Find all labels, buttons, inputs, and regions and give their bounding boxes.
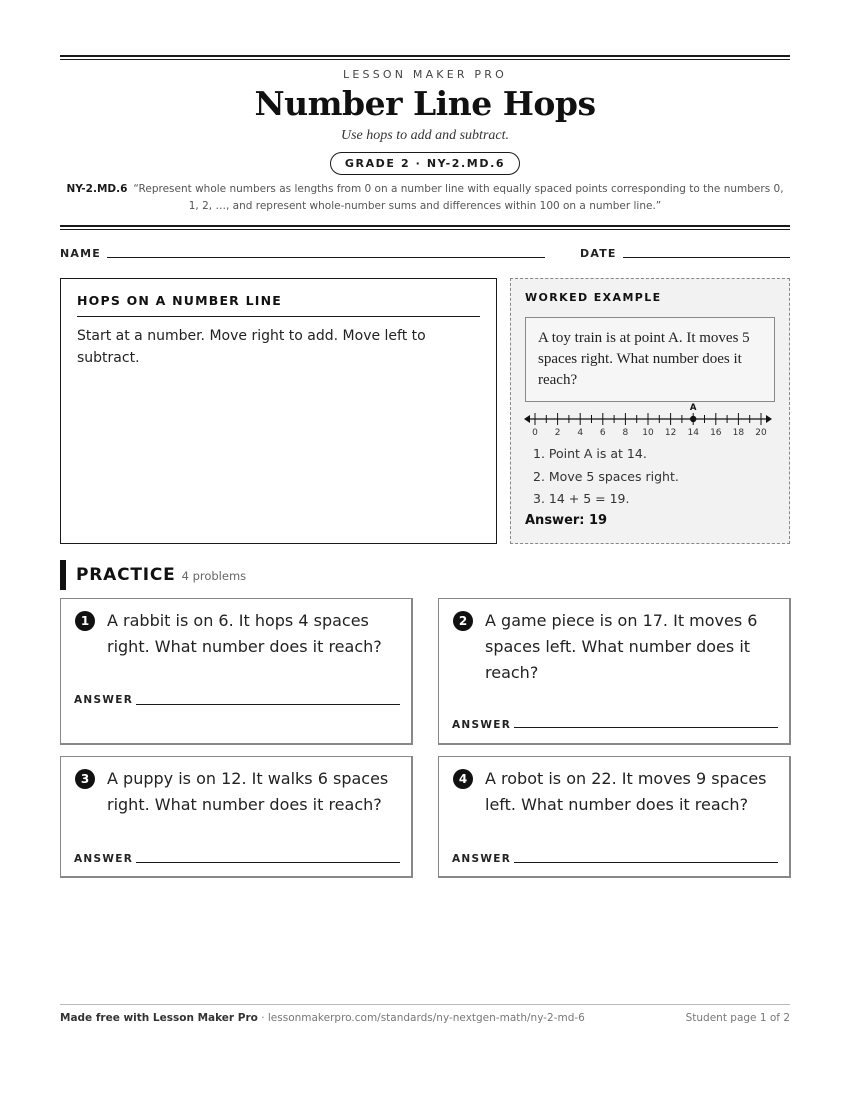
answer-field[interactable]: [136, 862, 400, 863]
problem-card-3: [60, 756, 413, 878]
intro-text: Start at a number. Move right to add. Move left to subtract.: [77, 328, 426, 366]
worked-example-step: 2. Move 5 spaces right.: [533, 468, 679, 484]
standard-text: “Represent whole numbers as lengths from 0 on a number line with equally spaced points corresponding to the numbers 0, 1, 2, …, and represent whole-number sums and differences within 100 on a number line.”: [133, 183, 784, 212]
number-line-tick-label: 20: [755, 428, 767, 438]
page-title: Number Line Hops: [254, 84, 596, 123]
number-line-tick-label: 6: [599, 428, 606, 438]
number-line-tick-label: 8: [622, 428, 629, 438]
point-a-label: A: [689, 403, 697, 413]
answer-label: ANSWER: [74, 694, 134, 706]
number-line-tick-label: 4: [577, 428, 584, 438]
number-line-tick-label: 16: [710, 428, 722, 438]
point-a-marker: [690, 416, 696, 422]
worked-example-problem: A toy train is at point A. It moves 5 spaces right. What number does it reach?: [525, 317, 775, 402]
answer-field[interactable]: [514, 862, 778, 863]
number-line-tick-label: 10: [642, 428, 654, 438]
problem-number: 1: [75, 611, 95, 631]
practice-title: PRACTICE: [76, 565, 176, 585]
footer-url[interactable]: · lessonmakerpro.com/standards/ny-nextgen-math/ny-2-md-6: [257, 1012, 585, 1024]
worked-example-step: 1. Point A is at 14.: [533, 446, 647, 461]
right-arrow-icon: [766, 415, 772, 423]
number-line-tick-label: 18: [732, 428, 745, 438]
left-arrow-icon: [524, 415, 530, 423]
grade-badge: GRADE 2 · NY-2.MD.6: [330, 152, 520, 175]
problem-number: 3: [75, 769, 95, 789]
number-line-tick-label: 14: [687, 428, 699, 438]
brand-name: LESSON MAKER PRO: [343, 68, 507, 81]
worked-example-answer: Answer: 19: [525, 513, 608, 528]
header-bottom-rule: [60, 225, 790, 230]
number-line-tick-label: 0: [532, 428, 538, 438]
problem-card-1: [60, 598, 413, 745]
number-line-tick-label: 12: [664, 428, 677, 438]
problem-card-2: [438, 598, 791, 745]
date-field[interactable]: [623, 257, 790, 258]
problem-text: A robot is on 22. It moves 9 spaces left. What number does it reach?: [485, 769, 767, 814]
worked-example-box: [510, 278, 790, 544]
header-top-rule: [60, 55, 790, 60]
worksheet-page: [60, 0, 790, 1100]
footer-credit: [60, 1012, 585, 1024]
standard-description: [60, 181, 790, 215]
footer-made: Made free with Lesson Maker Pro: [60, 1012, 258, 1024]
problem-number: 2: [453, 611, 473, 631]
number-line-tick-label: 2: [554, 428, 561, 438]
answer-label: ANSWER: [452, 853, 512, 865]
answer-field[interactable]: [136, 704, 400, 705]
intro-heading: HOPS ON A NUMBER LINE: [77, 293, 480, 317]
problem-number: 4: [453, 769, 473, 789]
name-label: NAME: [60, 247, 101, 260]
problem-text: A game piece is on 17. It moves 6 spaces left. What number does it reach?: [485, 611, 758, 682]
grade-badge-wrap: [60, 152, 790, 175]
problem-card-4: [438, 756, 791, 878]
problem-text: A puppy is on 12. It walks 6 spaces right. What number does it reach?: [107, 769, 389, 814]
name-field[interactable]: [107, 257, 545, 258]
worked-example-heading: WORKED EXAMPLE: [525, 291, 662, 304]
answer-label: ANSWER: [452, 719, 512, 731]
answer-field[interactable]: [514, 727, 778, 728]
intro-box: [60, 278, 497, 544]
problem-text: A rabbit is on 6. It hops 4 spaces right. What number does it reach?: [107, 611, 382, 656]
footer-page-number: Student page 1 of 2: [685, 1012, 790, 1024]
practice-header: [60, 560, 246, 590]
practice-count: 4 problems: [181, 569, 247, 583]
date-label: DATE: [580, 247, 617, 260]
footer-rule: [60, 1004, 790, 1005]
worked-example-step: 3. 14 + 5 = 19.: [533, 491, 630, 506]
standard-code: NY-2.MD.6: [66, 183, 128, 195]
worked-example-number-line: [523, 399, 779, 441]
worked-example-steps: [533, 443, 679, 511]
page-subtitle: Use hops to add and subtract.: [341, 128, 509, 143]
answer-label: ANSWER: [74, 853, 134, 865]
